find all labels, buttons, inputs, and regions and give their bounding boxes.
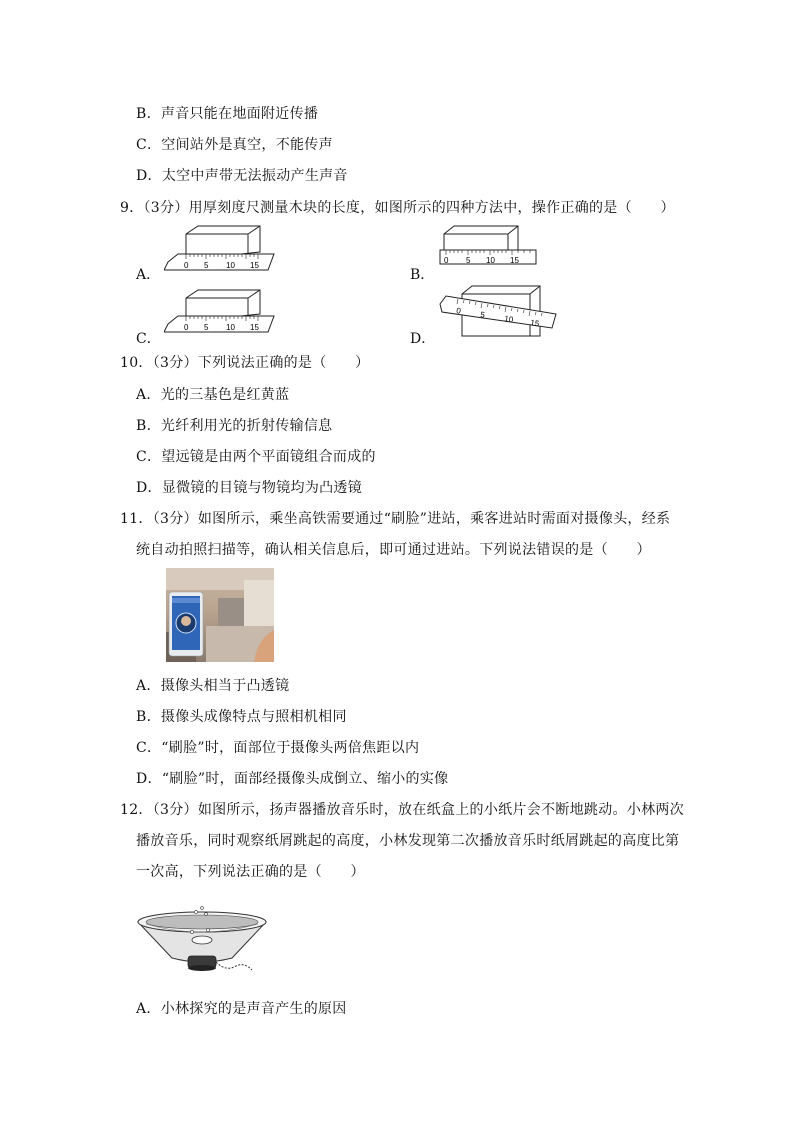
- q10-option-c: C．望远镜是由两个平面镜组合而成的: [136, 449, 376, 465]
- q9-figure-d: [438, 284, 564, 342]
- q11-option-c: C．“刷脸”时，面部位于摄像头两倍焦距以内: [136, 740, 420, 756]
- q10-stem: 10．（3分）下列说法正确的是（ ）: [120, 355, 370, 371]
- q9b-tick-0: 0: [444, 256, 449, 265]
- q9a-tick-10: 10: [226, 261, 235, 270]
- q9a-tick-15: 15: [250, 261, 259, 270]
- q9a-tick-5: 5: [204, 261, 209, 270]
- q9c-tick-15: 15: [250, 323, 259, 332]
- face-scan-photo: [166, 568, 274, 662]
- q9a-tick-0: 0: [184, 261, 189, 270]
- q11-option-a: A．摄像头相当于凸透镜: [136, 678, 290, 694]
- q8-option-b: B．声音只能在地面附近传播: [136, 106, 319, 122]
- q9-figure-a: [164, 224, 282, 276]
- q12-option-a: A．小林探究的是声音产生的原因: [136, 1001, 347, 1017]
- q8-option-c: C．空间站外是真空，不能传声: [136, 137, 333, 153]
- q9c-tick-10: 10: [226, 323, 235, 332]
- q9b-tick-5: 5: [466, 256, 471, 265]
- q9-label-c: C．: [136, 331, 161, 347]
- q10-option-d: D．显微镜的目镜与物镜均为凸透镜: [136, 480, 363, 496]
- q8-option-d: D．太空中声带无法振动产生声音: [136, 168, 348, 184]
- q9d-tick-5: 5: [479, 310, 486, 320]
- q9b-tick-10: 10: [486, 256, 495, 265]
- q10-option-a: A．光的三基色是红黄蓝: [136, 387, 290, 403]
- q12-stem-line1: 12．（3分）如图所示，扬声器播放音乐时，放在纸盒上的小纸片会不断地跳动。小林两次: [120, 802, 685, 818]
- q9b-tick-15: 15: [510, 256, 519, 265]
- q11-stem-line2: 统自动拍照扫描等，确认相关信息后，即可通过进站。下列说法错误的是（ ）: [136, 542, 651, 558]
- speaker-bowl-figure: [136, 900, 268, 982]
- q11-option-b: B．摄像头成像特点与照相机相同: [136, 709, 347, 725]
- q9-label-a: A．: [136, 267, 161, 283]
- q9-label-d: D．: [410, 331, 436, 347]
- q9-label-b: B．: [410, 267, 435, 283]
- q9-figure-b: [438, 224, 542, 278]
- q12-stem-line3: 一次高，下列说法正确的是（ ）: [136, 864, 365, 880]
- q9d-tick-10: 10: [503, 314, 514, 325]
- q9-stem: 9．（3分）用厚刻度尺测量木块的长度，如图所示的四种方法中，操作正确的是（ ）: [120, 200, 675, 216]
- q12-stem-line2: 播放音乐，同时观察纸屑跳起的高度，小林发现第二次播放音乐时纸屑跳起的高度比第: [136, 833, 680, 849]
- q9c-tick-5: 5: [204, 323, 209, 332]
- q11-option-d: D．“刷脸”时，面部经摄像头成倒立、缩小的实像: [136, 771, 449, 787]
- q9d-tick-0: 0: [455, 306, 462, 316]
- q9-figure-c: [164, 288, 282, 338]
- q9c-tick-0: 0: [184, 323, 189, 332]
- q10-option-b: B．光纤利用光的折射传输信息: [136, 418, 333, 434]
- q9d-tick-15: 15: [529, 318, 540, 329]
- face-scan-illustration: [166, 568, 274, 662]
- q11-stem-line1: 11．（3分）如图所示，乘坐高铁需要通过“刷脸”进站，乘客进站时需面对摄像头，经系: [120, 511, 671, 527]
